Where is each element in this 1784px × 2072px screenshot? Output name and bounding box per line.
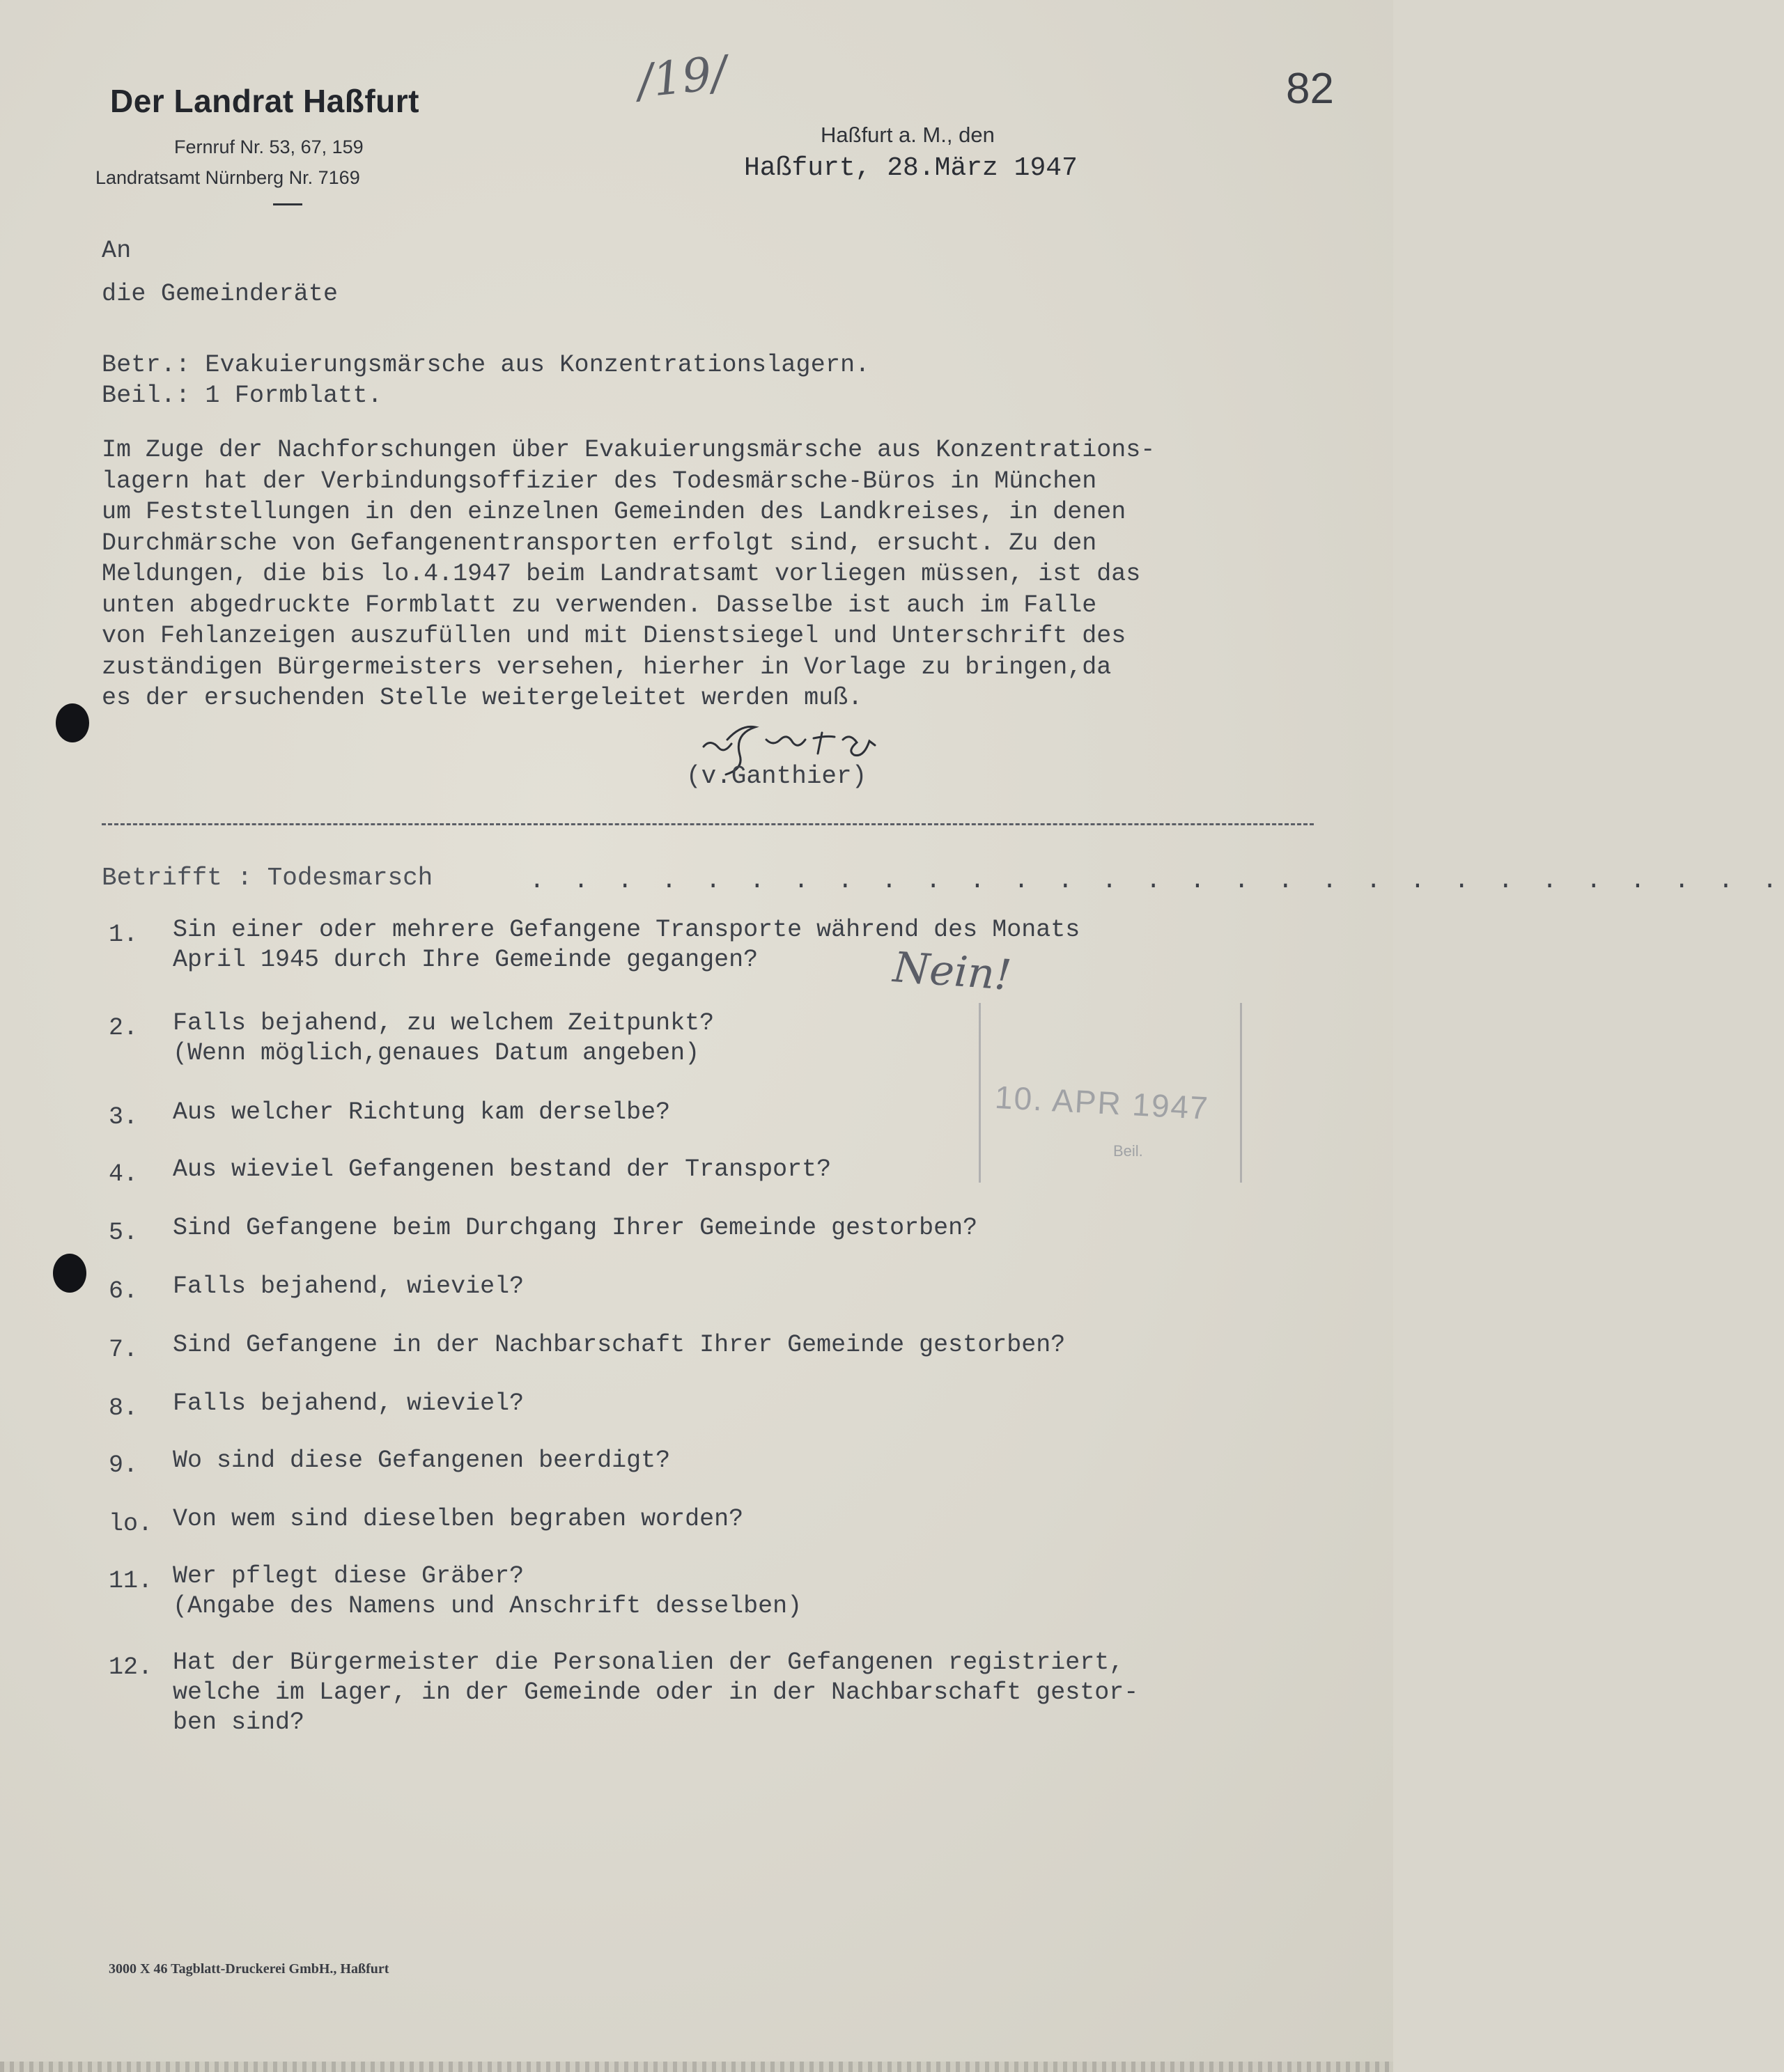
body-line: Im Zuge der Nachforschungen über Evakuierungsmärsche aus Konzentrations-: [102, 436, 1156, 464]
stamp-label: Beil.: [1113, 1142, 1143, 1160]
letterhead-title: Der Landrat Haßfurt: [110, 83, 419, 119]
place-date-typed: Haßfurt, 28.März 1947: [744, 153, 1078, 183]
body-line: Meldungen, die bis lo.4.1947 beim Landratsamt vorliegen müssen, ist das: [102, 560, 1141, 588]
question-text: Sin einer oder mehrere Gefangene Transporte während des Monats April 1945 durch Ihre Gemeinde gegangen?: [173, 916, 1080, 974]
handwritten-answer: Nein!: [891, 943, 1014, 1000]
letterhead-phone: Fernruf Nr. 53, 67, 159: [174, 137, 364, 157]
body-line: unten abgedruckte Formblatt zu verwenden. Dasselbe ist auch im Falle: [102, 591, 1097, 619]
body-line: von Fehlanzeigen auszufüllen und mit Dienstsiegel und Unterschrift des: [102, 622, 1126, 650]
question-number: lo.: [109, 1510, 153, 1538]
question-number: 6.: [109, 1277, 139, 1305]
question-text: Falls bejahend, wieviel?: [173, 1272, 525, 1300]
body-line: es der ersuchenden Stelle weitergeleitet werden muß.: [102, 684, 863, 712]
letterhead-rule: [273, 203, 302, 205]
question-text: Aus wieviel Gefangenen bestand der Transport?: [173, 1155, 832, 1183]
question-number: 7.: [109, 1336, 139, 1364]
stamp-date: 10. APR 1947: [993, 1078, 1211, 1127]
question-number: 5.: [109, 1219, 139, 1247]
printer-imprint: 3000 X 46 Tagblatt-Druckerei GmbH., Haßfurt: [109, 1961, 389, 1977]
question-text: Falls bejahend, wieviel?: [173, 1389, 525, 1417]
question-text: Wer pflegt diese Gräber? (Angabe des Namens und Anschrift desselben): [173, 1562, 802, 1620]
question-number: 9.: [109, 1451, 139, 1479]
page-bottom-edge: [0, 2062, 1393, 2072]
question-text: Sind Gefangene in der Nachbarschaft Ihrer Gemeinde gestorben?: [173, 1331, 1066, 1359]
body-line: zuständigen Bürgermeisters versehen, hierher in Vorlage zu bringen,da: [102, 653, 1112, 681]
subject-line: Betr.: Evakuierungsmärsche aus Konzentrationslagern.: [102, 351, 870, 379]
body-paragraph: [102, 435, 1335, 714]
attachment-line: Beil.: 1 Formblatt.: [102, 382, 382, 410]
question-text: Falls bejahend, zu welchem Zeitpunkt? (Wenn möglich,genaues Datum angeben): [173, 1009, 715, 1067]
handwritten-reference: /19/: [635, 45, 730, 109]
punch-hole: [53, 1254, 86, 1293]
punch-hole: [56, 703, 89, 742]
body-line: Durchmärsche von Gefangenentransporten erfolgt sind, ersucht. Zu den: [102, 529, 1097, 557]
page-number: 82: [1286, 65, 1334, 113]
place-printed: Haßfurt a. M., den: [821, 123, 995, 147]
signature-name: (v.Ganthier): [686, 762, 867, 790]
recipient-line-1: An: [102, 237, 132, 265]
recipient-line-2: die Gemeinderäte: [102, 280, 339, 308]
question-text: Hat der Bürgermeister die Personalien der Gefangenen registriert, welche im Lager, in der Gemeinde oder in der Nachbarschaft gestor- ben sind?: [173, 1649, 1139, 1736]
question-text: Sind Gefangene beim Durchgang Ihrer Gemeinde gestorben?: [173, 1214, 978, 1242]
question-number: 4.: [109, 1160, 139, 1188]
question-number: 12.: [109, 1653, 153, 1681]
question-number: 11.: [109, 1567, 153, 1595]
question-number: 3.: [109, 1103, 139, 1131]
dashed-divider: [102, 823, 1314, 825]
body-line: lagern hat der Verbindungsoffizier des Todesmärsche-Büros in München: [102, 467, 1097, 495]
question-text: Aus welcher Richtung kam derselbe?: [173, 1098, 671, 1126]
question-number: 1.: [109, 921, 139, 949]
form-subject: Betrifft : Todesmarsch: [102, 864, 433, 892]
question-number: 2.: [109, 1014, 139, 1042]
dotted-leader: . . . . . . . . . . . . . . . . . . . . . . . . . . . . .: [529, 866, 1784, 895]
body-line: um Feststellungen in den einzelnen Gemeinden des Landkreises, in denen: [102, 498, 1126, 526]
question-text: Von wem sind dieselben begraben worden?: [173, 1505, 744, 1533]
letterhead-bank: Landratsamt Nürnberg Nr. 7169: [95, 167, 360, 188]
question-text: Wo sind diese Gefangenen beerdigt?: [173, 1447, 671, 1474]
question-number: 8.: [109, 1394, 139, 1422]
